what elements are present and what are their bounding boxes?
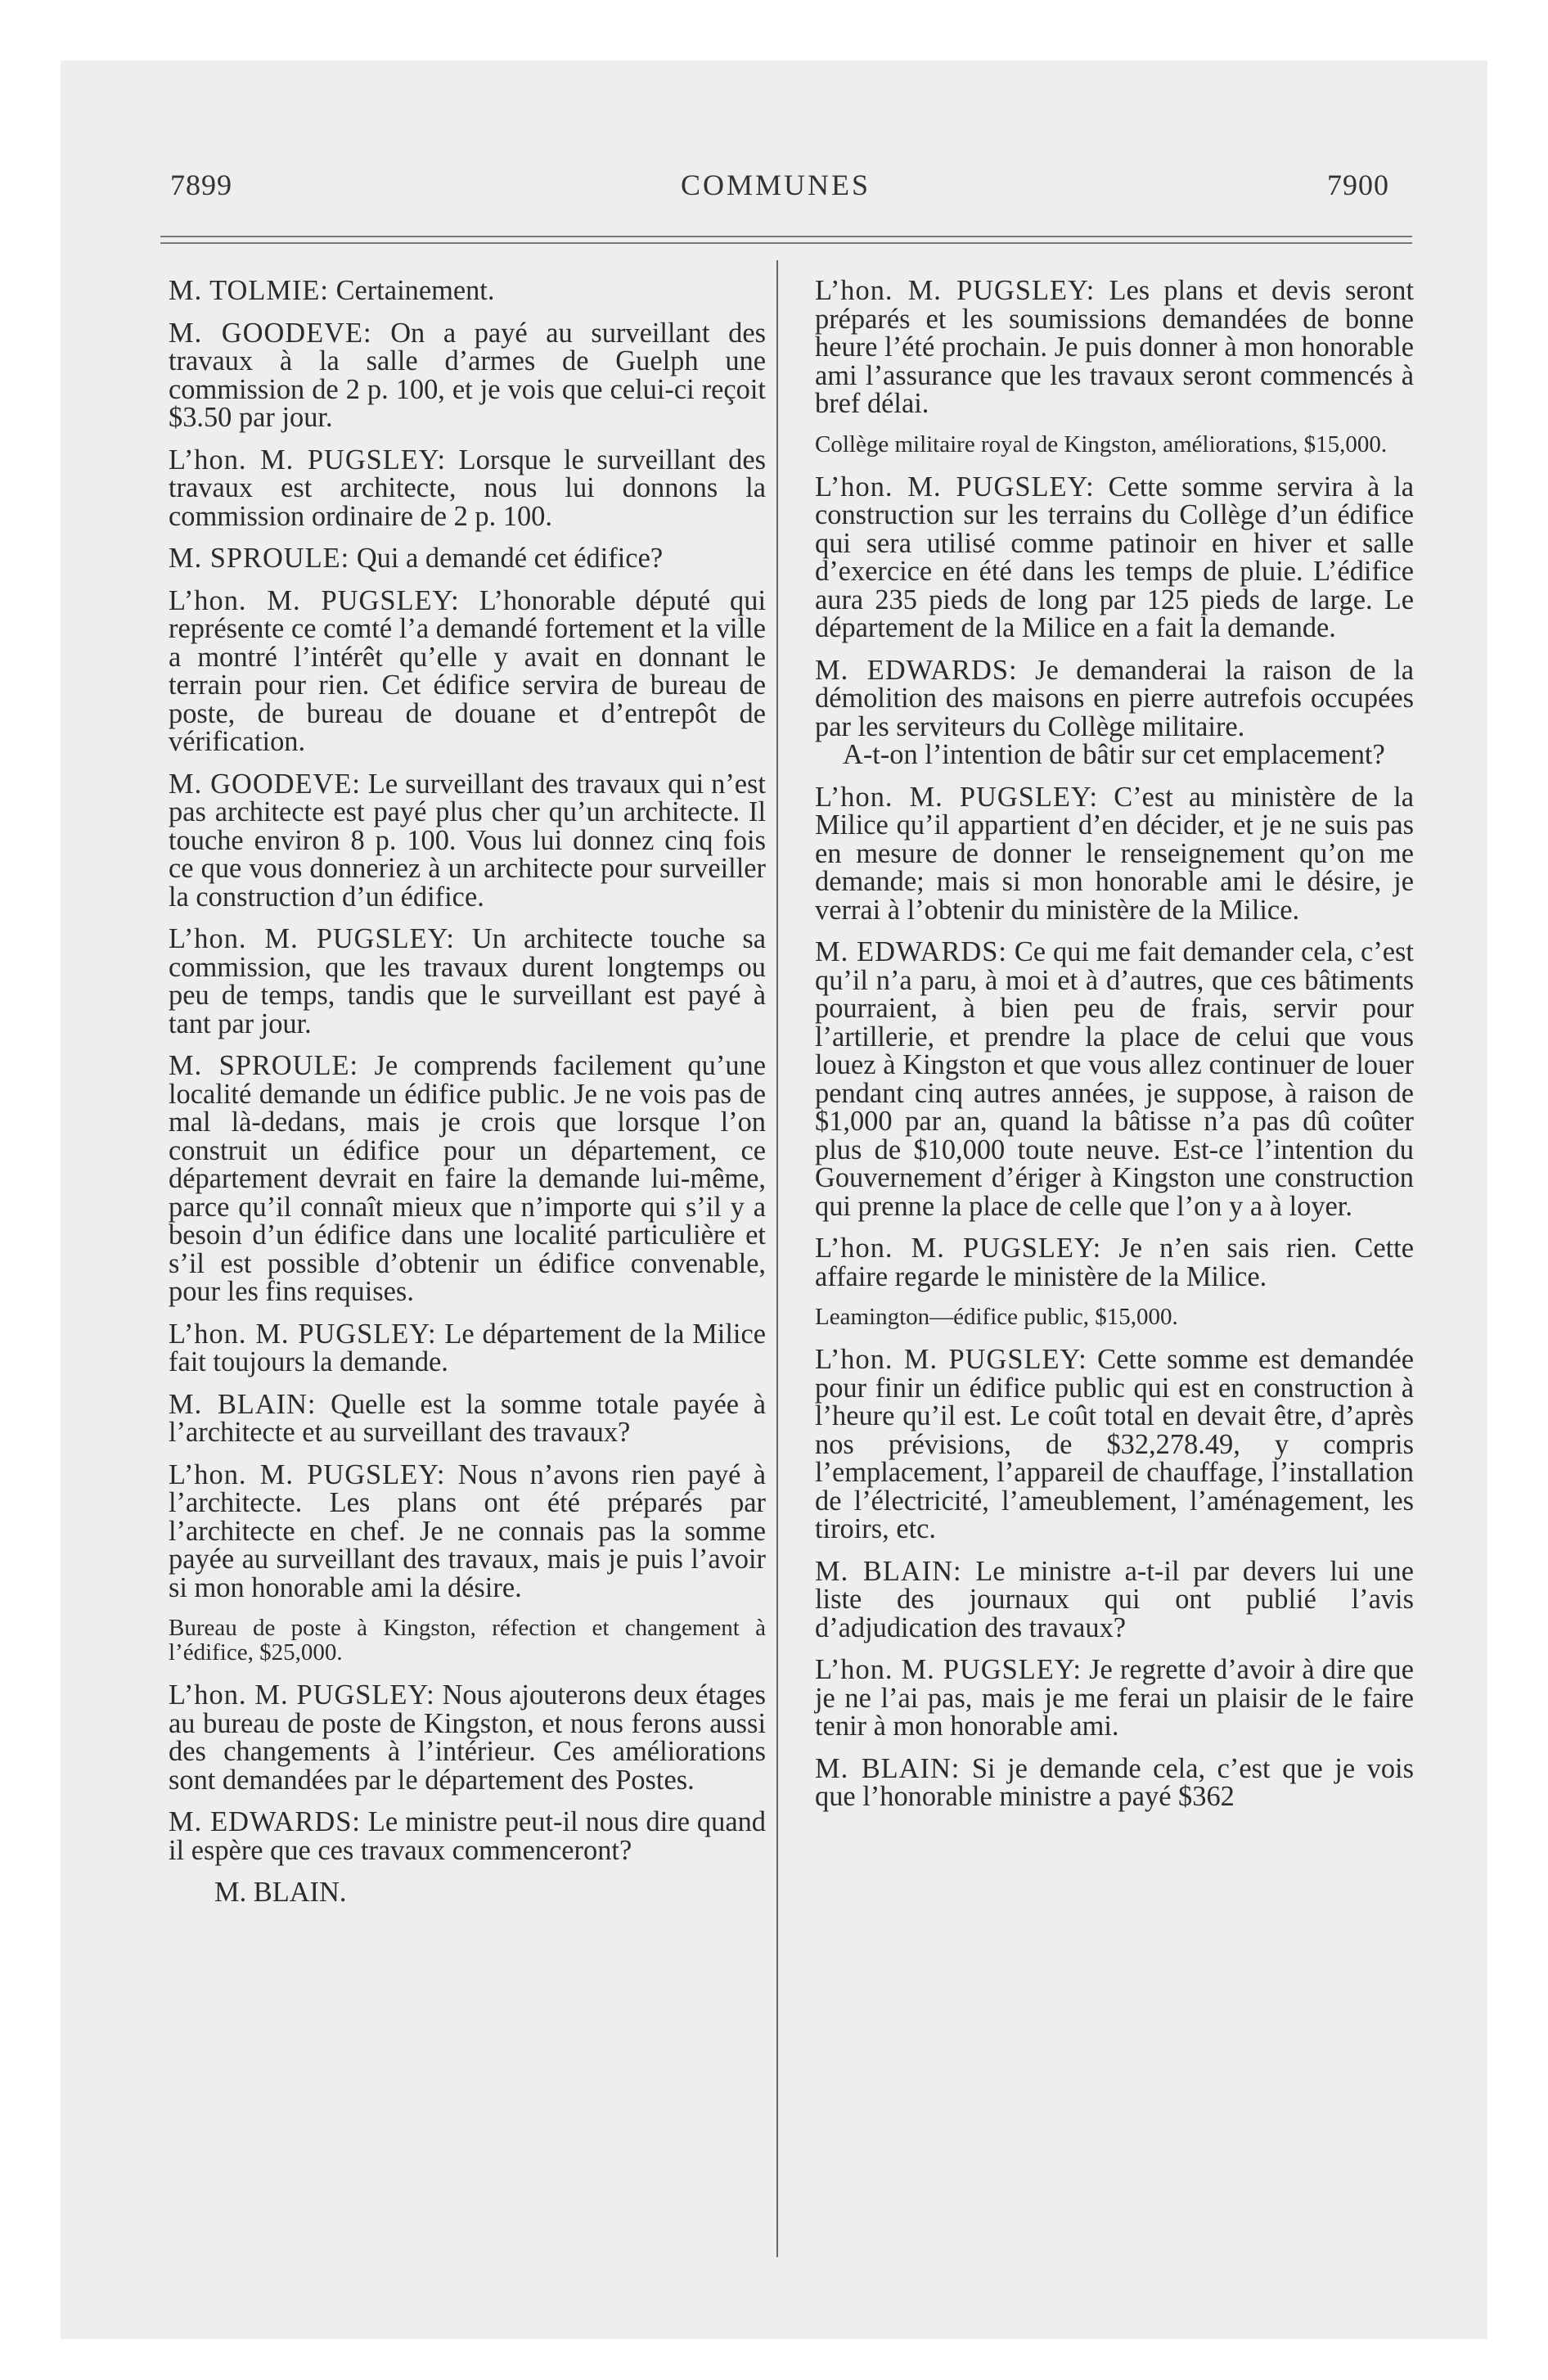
speech-text: Ce qui me fait demander cela, c’est qu’il n’a paru, à moi et à d’autres, que ces bâtiments pourraient, à bien peu de frais, servir pour l’artillerie, et prendre la place de celui que vous louez à Kingston et que vous allez continuer de louer pendant cinq autres années, je suppose, à raison de $1,000 par an, quand la bâtisse n’a pas dû coûter plus de $10,000 toute neuve. Est-ce l’intention du Gouvernement d’ériger à Kingston une construction qui prenne la place de celle que l’on y a à loyer. (815, 936, 1414, 1222)
speech-paragraph (169, 925, 766, 1038)
speaker-name: M. BLAIN: (815, 1752, 961, 1784)
speech-text: Si je demande cela, c’est que je vois que l’honorable ministre a payé $362 (815, 1752, 1414, 1812)
speech-paragraph (169, 1458, 766, 1603)
speech-paragraph (169, 1052, 766, 1306)
speech-paragraph (169, 446, 766, 531)
speech-text: Lorsque le surveillant des travaux est architecte, nous lui donnons la commission ordinaire de 2 p. 100. (169, 444, 766, 532)
budget-item: Bureau de poste à Kingston, réfection et changement à l’édifice, $25,000. (169, 1615, 766, 1666)
page-number-left: 7899 (170, 169, 232, 201)
speech-text: Quelle est la somme totale payée à l’architecte et au surveillant des travaux? (169, 1388, 766, 1448)
speech-continuation: A-t-on l’intention de bâtir sur cet emplacement? (843, 739, 1385, 770)
speech-text: Qui a demandé cet édifice? (356, 543, 664, 574)
speaker-name: M. EDWARDS: (815, 936, 1007, 967)
speaker-name: M. BLAIN: (815, 1555, 962, 1587)
speaker-name: L’hon. M. PUGSLEY: (169, 1318, 437, 1350)
budget-item: Collège militaire royal de Kingston, améliorations, $15,000. (815, 430, 1388, 458)
speech-text: Certainement. (335, 275, 495, 306)
speech-paragraph (169, 1388, 766, 1448)
speech-text: Je demanderai la raison de la démolition des maisons en pierre autrefois occupées par les serviteurs du Collège militaire. (815, 654, 1414, 742)
speech-paragraph (169, 770, 766, 912)
speaker-name: L’hon. M. PUGSLEY: (169, 1458, 446, 1490)
budget-item: Leamington—édifice public, $15,000. (815, 1304, 1178, 1330)
speech-text: Cette somme est demandée pour finir un édifice public qui est en construction à l’heure qu’il est. Le coût total en devait être, d’après nos prévisions, de $32,278.49, y compris l’emplacement, l’appareil de chauffage, l’installation de l’électricité, l’ameublement, l’aménagement, les tiroirs, etc. (815, 1344, 1415, 1544)
speech-text: Le département de la Milice fait toujours la demande. (169, 1318, 766, 1377)
speech-paragraph (815, 473, 1414, 642)
speech-paragraph (815, 1346, 1414, 1544)
speech-text: L’honorable député qui représente ce comté l’a demandé fortement et la ville a montré l’intérêt qu’elle y avait en donnant le terrain pour rien. Cet édifice servira de bureau de poste, de bureau de douane et d’entrepôt de vérification. (169, 584, 767, 757)
page-number-right: 7900 (1327, 169, 1389, 201)
speaker-name: M. GOODEVE: (169, 317, 372, 349)
speech-text: Les plans et devis seront préparés et les soumissions demandées de bonne heure l’été prochain. Je puis donner à mon honorable ami l’assurance que les travaux seront commencés à bref délai. (815, 275, 1414, 419)
speech-paragraph (169, 277, 766, 305)
left-column (169, 277, 766, 1907)
speech-text: Le ministre peut-il nous dire quand il espère que ces travaux commenceront? (169, 1806, 766, 1866)
right-column (815, 277, 1414, 1825)
speaker-name: L’hon. M. PUGSLEY: (169, 584, 460, 616)
speaker-name: L’hon. M. PUGSLEY: (815, 781, 1099, 813)
column-divider (776, 260, 778, 2257)
header-rule-bottom (160, 242, 1412, 244)
speaker-name: M. TOLMIE: (169, 275, 329, 306)
speech-paragraph (815, 1752, 1414, 1812)
speaker-name: M. EDWARDS: (815, 654, 1018, 686)
speech-text: On a payé au surveillant des travaux à la salle d’armes de Guelph une commission de 2 p. 100, et je vois que celui-ci reçoit $3.50 par jour. (169, 317, 766, 433)
speech-paragraph (815, 1234, 1414, 1291)
speech-text: Je comprends facilement qu’une localité demande un édifice public. Je ne vois pas de mal là-dedans, mais je crois que lorsque l’on construit un édifice pour un département, ce département devrait en faire la demande lui-même, parce qu’il connaît mieux que n’importe qui s’il y a besoin d’un édifice dans une localité particulière et s’il est possible d’obtenir un édifice convenable, pour les fins requises. (169, 1050, 766, 1307)
speaker-name: L’hon. M. PUGSLEY: (815, 1344, 1087, 1375)
speaker-name: L’hon. M. PUGSLEY: (815, 1233, 1102, 1264)
speaker-name: L’hon. M. PUGSLEY: (169, 1679, 435, 1711)
speech-text: Cette somme servira à la construction sur les terrains du Collège d’un édifice qui sera utilisé comme patinoir en hiver et salle d’exercice en été dans les temps de pluie. L’édifice aura 235 pieds de long par 125 pieds de large. Le département de la Milice en a fait la demande. (815, 471, 1414, 643)
speaker-name: L’hon. M. PUGSLEY: (169, 923, 455, 954)
speech-text: Le surveillant des travaux qui n’est pas architecte est payé plus cher qu’un architecte. Il touche environ 8 p. 100. Vous lui donnez cinq fois ce que vous donneriez à un architecte pour surveiller la construction d’un édifice. (169, 768, 766, 913)
signoff: M. BLAIN. (214, 1877, 347, 1908)
speech-text: C’est au ministère de la Milice qu’il appartient d’en décider, et je ne suis pas en mesure de donner le renseignement qu’on me demande; mais si mon honorable ami le désire, je verrai à l’obtenir du ministère de la Milice. (815, 781, 1414, 926)
speech-text: Je regrette d’avoir à dire que je ne l’ai pas, mais je me ferai un plaisir de le faire tenir à mon honorable ami. (815, 1654, 1414, 1742)
header-rule-top (160, 236, 1412, 237)
speech-paragraph (815, 783, 1414, 925)
speech-paragraph (169, 1681, 766, 1794)
speech-paragraph (815, 938, 1414, 1220)
speech-paragraph (815, 656, 1414, 769)
speaker-name: L’hon. M. PUGSLEY: (815, 275, 1096, 306)
speech-text: Je n’en sais rien. Cette affaire regarde le ministère de la Milice. (815, 1233, 1414, 1292)
speaker-name: M. GOODEVE: (169, 768, 361, 800)
speech-text: Nous ajouterons deux étages au bureau de poste de Kingston, et nous ferons aussi des changements à l’intérieur. Ces améliorations sont demandées par le département des Postes. (169, 1679, 766, 1796)
speech-text: Un architecte touche sa commission, que les travaux durent longtemps ou peu de temps, tandis que le surveillant est payé à tant par jour. (169, 923, 766, 1039)
running-title: COMMUNES (681, 169, 871, 201)
speech-paragraph (169, 1320, 766, 1377)
speech-paragraph (815, 1557, 1414, 1643)
speaker-name: L’hon. M. PUGSLEY: (169, 444, 447, 476)
speaker-name: L’hon. M. PUGSLEY: (815, 1654, 1082, 1685)
speech-paragraph (815, 277, 1414, 418)
speaker-name: M. BLAIN: (169, 1388, 317, 1420)
speech-paragraph (169, 584, 767, 757)
speaker-name: M. SPROULE: (169, 1050, 359, 1081)
speech-text: Le ministre a-t-il par devers lui une liste des journaux qui ont publié l’avis d’adjudication des travaux? (815, 1555, 1414, 1643)
speech-paragraph (169, 544, 766, 573)
speech-text: Nous n’avons rien payé à l’architecte. Les plans ont été préparés par l’architecte en chef. Je ne connais pas la somme payée au surveillant des travaux, mais je puis l’avoir si mon honorable ami la désire. (169, 1458, 766, 1603)
speech-paragraph (169, 319, 766, 432)
speech-paragraph (815, 1656, 1414, 1741)
speech-paragraph (169, 1808, 766, 1864)
speaker-name: L’hon. M. PUGSLEY: (815, 471, 1095, 503)
speaker-name: M. EDWARDS: (169, 1806, 361, 1837)
speaker-name: M. SPROULE: (169, 543, 350, 574)
